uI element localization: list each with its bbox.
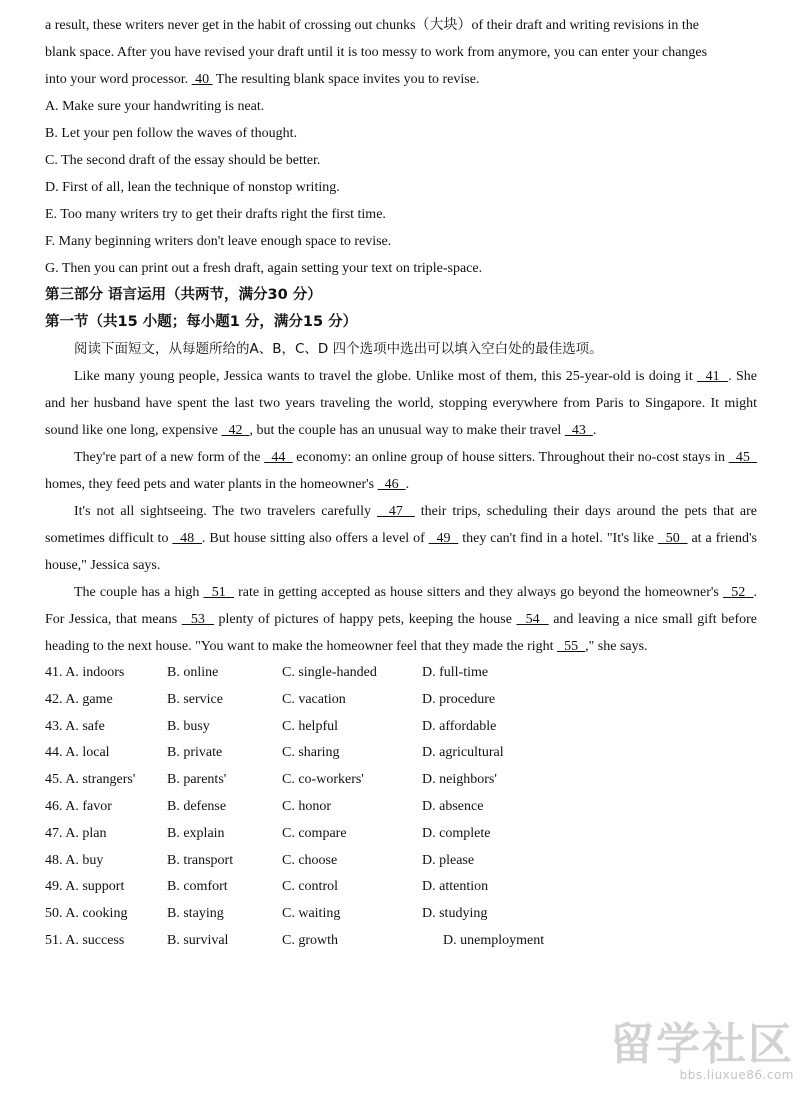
question-row <box>45 740 757 767</box>
blank-52: 52 <box>722 585 754 600</box>
question-row <box>45 687 757 714</box>
watermark-url: bbs.liuxue86.com <box>679 1068 794 1082</box>
blank-51: 51 <box>203 585 235 600</box>
option-d: D. full-time <box>422 665 489 680</box>
option-c: C. sharing <box>282 745 340 761</box>
seven-options-list <box>45 93 757 282</box>
option-a: 49. A. support <box>45 879 125 895</box>
option-item: E. Too many writers try to get their drafts right the first time. <box>45 207 386 222</box>
blank-46: 46 <box>377 477 406 492</box>
option-d: D. affordable <box>422 718 497 734</box>
option-item: F. Many beginning writers don't leave enough space to revise. <box>45 234 392 249</box>
question-row <box>45 821 757 848</box>
option-b: B. comfort <box>167 879 228 895</box>
question-row <box>45 714 757 741</box>
option-c: C. single-handed <box>282 665 377 680</box>
question-row <box>45 767 757 794</box>
blank-41: 41 <box>697 369 729 384</box>
option-b: B. explain <box>167 825 225 841</box>
option-a: 47. A. plan <box>45 825 107 841</box>
question-options <box>45 660 757 955</box>
blank-40: 40 <box>191 72 213 87</box>
option-a: 50. A. cooking <box>45 906 128 922</box>
blank-53: 53 <box>181 612 214 627</box>
option-item: D. First of all, lean the technique of nonstop writing. <box>45 180 340 195</box>
option-c: C. control <box>282 879 338 895</box>
option-b: B. service <box>167 691 223 707</box>
blank-47: 47 <box>377 504 415 519</box>
option-b: B. defense <box>167 798 227 814</box>
option-b: B. private <box>167 745 223 761</box>
document-page <box>45 12 757 955</box>
blank-43: 43 <box>564 423 593 438</box>
option-c: C. compare <box>282 825 347 841</box>
watermark-title: 留学社区 <box>610 1019 794 1070</box>
question-row <box>45 660 757 687</box>
passage-paragraph: Like many young people, Jessica wants to travel the globe. Unlike most of them, this 25-year-old is doing it 41 . She and her husband have spent the last two years traveling the world, stopping everywhere from Paris to Singapore. It might sound like one long, expensive 42 , but the couple has an unusual way to make their travel 43 . <box>45 369 758 438</box>
option-d: D. absence <box>422 798 484 814</box>
option-c: C. helpful <box>282 718 338 734</box>
blank-55: 55 <box>557 639 586 654</box>
option-a: 45. A. strangers' <box>45 772 136 788</box>
blank-42: 42 <box>221 423 250 438</box>
option-d: D. complete <box>422 825 491 841</box>
section1-heading: 第一节（共15 小题；每小题1 分，满分15 分） <box>45 314 358 330</box>
option-c: C. vacation <box>282 691 346 707</box>
option-item: G. Then you can print out a fresh draft, again setting your text on triple-space. <box>45 261 483 276</box>
blank-45: 45 <box>728 450 758 465</box>
option-c: C. honor <box>282 798 331 814</box>
blank-44: 44 <box>264 450 293 465</box>
option-c: C. growth <box>282 932 338 948</box>
passage-paragraph: The couple has a high 51 rate in getting accepted as house sitters and they always go beyond the homeowner's 52 . For Jessica, that means 53 plenty of pictures of happy pets, keeping the house 54 and leaving a nice small gift before heading to the next house. "You want to make the homeowner feel that they made the right 55 ," she says. <box>45 585 757 654</box>
option-a: 41. A. indoors <box>45 665 125 680</box>
option-d: D. agricultural <box>422 745 504 761</box>
option-b: B. survival <box>167 932 229 948</box>
part3-heading: 第三部分 语言运用（共两节，满分30 分） <box>45 287 322 303</box>
option-b: B. transport <box>167 852 234 868</box>
option-a: 42. A. game <box>45 691 113 707</box>
option-a: 48. A. buy <box>45 852 104 868</box>
option-d: D. procedure <box>422 691 496 707</box>
question-row <box>45 874 757 901</box>
option-c: C. choose <box>282 852 338 868</box>
question-row <box>45 848 757 875</box>
blank-49: 49 <box>428 531 459 546</box>
option-item: A. Make sure your handwriting is neat. <box>45 99 265 114</box>
option-b: B. online <box>167 665 219 680</box>
option-b: B. busy <box>167 718 210 734</box>
question-row <box>45 928 757 955</box>
instruction-text: 阅读下面短文，从每题所给的A、B，C、D 四个选项中选出可以填入空白处的最佳选项。 <box>74 341 603 357</box>
option-d: D. studying <box>422 906 488 922</box>
question-row <box>45 901 757 928</box>
option-d: D. please <box>422 852 475 868</box>
option-b: B. staying <box>167 906 224 922</box>
blank-48: 48 <box>172 531 203 546</box>
option-a: 44. A. local <box>45 745 110 761</box>
text-line: blank space. After you have revised your draft until it is too messy to work from anymore, you can enter your changes <box>45 45 708 60</box>
option-a: 43. A. safe <box>45 718 105 734</box>
option-d: D. unemployment <box>443 932 545 948</box>
top-paragraph <box>45 12 757 93</box>
option-a: 51. A. success <box>45 932 125 948</box>
passage-paragraph: They're part of a new form of the 44 economy: an online group of house sitters. Throughout their no-cost stays in 45 homes, they feed pets and water plants in the homeowner's 46 . <box>45 450 758 492</box>
option-c: C. co-workers' <box>282 772 364 788</box>
option-d: D. neighbors' <box>422 772 497 788</box>
text-line: a result, these writers never get in the habit of crossing out chunks（大块）of their draft and writing revisions in the <box>45 18 699 33</box>
option-a: 46. A. favor <box>45 798 112 814</box>
passage-paragraph: It's not all sightseeing. The two travelers carefully 47 their trips, scheduling their days around the pets that are sometimes difficult to 48 . But house sitting also offers a level of 49 they can't find in a hotel. "It's like 50 at a friend's house," Jessica says. <box>45 504 758 573</box>
blank-54: 54 <box>516 612 549 627</box>
question-row <box>45 794 757 821</box>
watermark-logo <box>610 1019 794 1082</box>
option-item: B. Let your pen follow the waves of thought. <box>45 126 297 141</box>
blank-50: 50 <box>657 531 688 546</box>
option-d: D. attention <box>422 879 489 895</box>
text-line: into your word processor. 40 The resulting blank space invites you to revise. <box>45 72 480 87</box>
option-item: C. The second draft of the essay should be better. <box>45 153 321 168</box>
option-c: C. waiting <box>282 906 341 922</box>
option-b: B. parents' <box>167 772 227 788</box>
